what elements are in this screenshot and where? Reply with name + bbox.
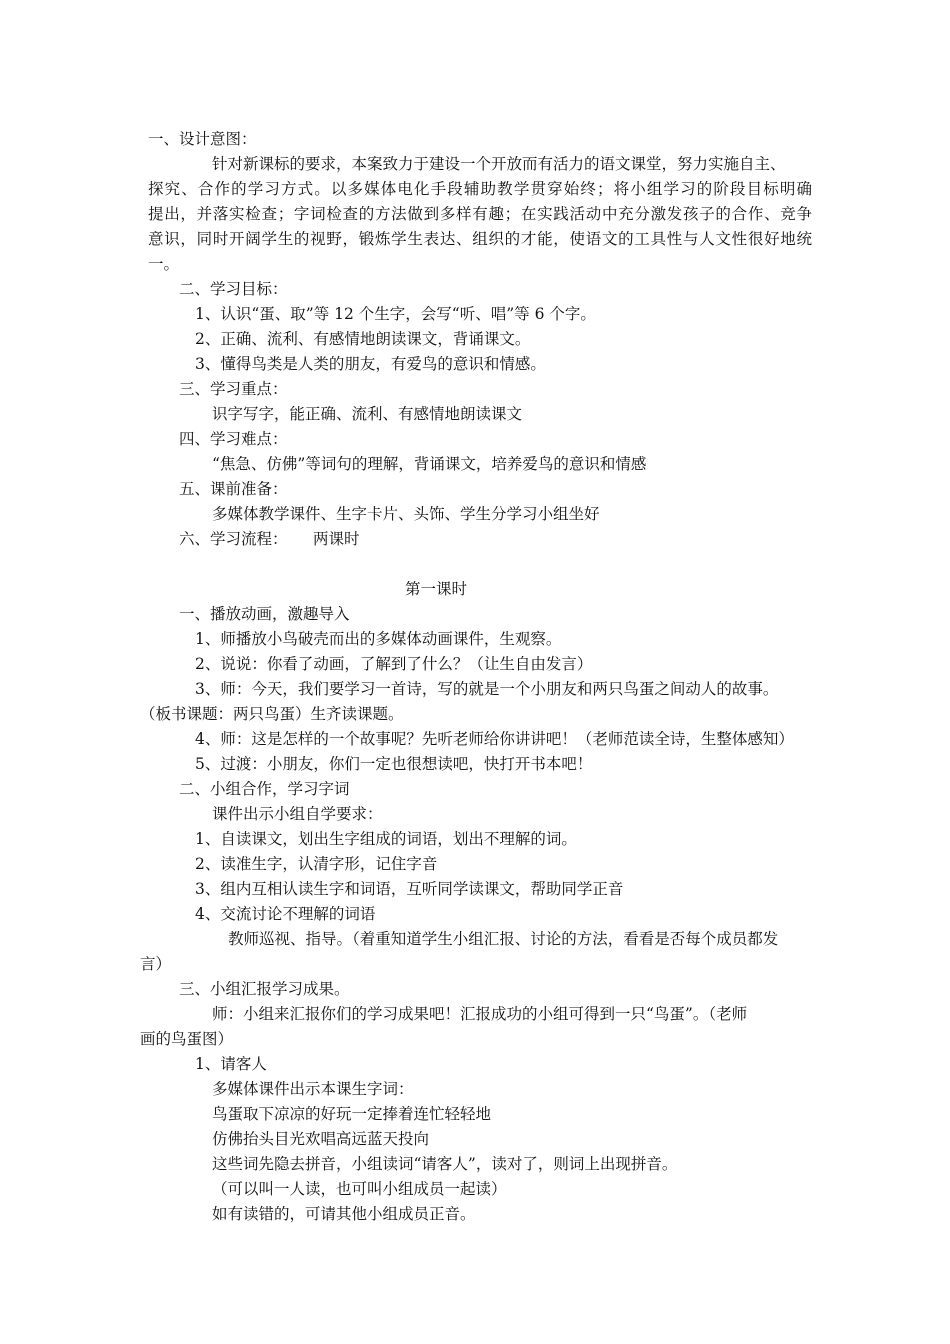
part3-text-line-2: 画的鸟蛋图） [140,1030,234,1048]
goal-item-2: 2、正确、流利、有感情地朗读课文，背诵课文。 [195,330,531,348]
intent-paragraph-line-3: 提出，并落实检查；字词检查的方法做到多样有趣；在实践活动中充分激发孩子的合作、竞争 [148,205,812,223]
part3-line-7: 如有读错的，可请其他小组成员正音。 [212,1205,476,1223]
part2-item-4: 4、交流讨论不理解的词语 [195,905,376,923]
intent-heading: 一、设计意图： [148,130,257,148]
part2-item-3: 3、组内互相认读生字和词语，互听同学读课文，帮助同学正音 [195,880,624,898]
part1-item-2: 2、说说：你看了动画，了解到了什么？（让生自由发言） [195,655,593,673]
intent-paragraph-line-2: 探究、合作的学习方式。以多媒体电化手段辅助教学贯穿始终；将小组学习的阶段目标明确 [148,180,812,198]
part3-line-2: 多媒体课件出示本课生字词： [212,1080,414,1098]
part1-item-3-line-1: 3、师：今天，我们要学习一首诗，写的就是一个小朋友和两只鸟蛋之间动人的故事。 [195,680,779,698]
part3-text-line-1: 师：小组来汇报你们的学习成果吧！汇报成功的小组可得到一只“鸟蛋”。（老师 [212,1005,748,1023]
goals-heading: 二、学习目标： [179,280,288,298]
focus-heading: 三、学习重点： [179,380,288,398]
intent-paragraph-line-1: 针对新课标的要求，本案致力于建设一个开放而有活力的语文课堂，努力实施自主、 [212,155,786,173]
part2-heading: 二、小组合作，学习字词 [179,780,350,798]
part1-item-4: 4、师：这是怎样的一个故事呢？先听老师给你讲讲吧！（老师范读全诗，生整体感知） [195,730,794,748]
part3-words-2: 仿佛抬头目光欢唱高远蓝天投向 [212,1130,430,1148]
lesson-title: 第一课时 [405,580,468,598]
difficulty-text: “焦急、仿佛”等词句的理解，背诵课文，培养爱鸟的意识和情感 [212,455,647,473]
part1-item-5: 5、过渡：小朋友，你们一定也很想读吧，快打开书本吧！ [195,755,593,773]
flow-heading: 六、学习流程： [179,530,288,548]
part3-item-1: 1、请客人 [195,1055,267,1073]
part2-note-line-1: 教师巡视、指导。（着重知道学生小组汇报、讨论的方法，看看是否每个成员都发 [228,930,779,948]
part3-words-1: 鸟蛋取下凉凉的好玩一定捧着连忙轻轻地 [212,1105,492,1123]
intent-paragraph-line-5: 一。 [148,255,180,273]
part1-item-1: 1、师播放小鸟破壳而出的多媒体动画课件，生观察。 [195,630,562,648]
part2-note-line-2: 言） [140,955,172,973]
part2-item-1: 1、自读课文，划出生字组成的词语，划出不理解的词。 [195,830,577,848]
part1-heading: 一、播放动画，激趣导入 [179,605,350,623]
prep-heading: 五、课前准备： [179,480,288,498]
intent-paragraph-line-4: 意识，同时开阔学生的视野，锻炼学生表达、组织的才能，使语文的工具性与人文性很好地统 [148,230,812,248]
goal-item-1: 1、认识“蛋、取”等 12 个生字，会写“听、唱”等 6 个字。 [195,305,596,323]
difficulty-heading: 四、学习难点： [179,430,288,448]
part2-item-2: 2、读准生字，认清字形，记住字音 [195,855,438,873]
part2-intro: 课件出示小组自学要求： [212,805,383,823]
prep-text: 多媒体教学课件、生字卡片、头饰、学生分学习小组坐好 [212,505,600,523]
part1-item-3-line-2: （板书课题：两只鸟蛋）生齐读课题。 [140,705,404,723]
focus-text: 识字写字，能正确、流利、有感情地朗读课文 [212,405,523,423]
part3-line-5: 这些词先隐去拼音，小组读词“请客人”，读对了，则词上出现拼音。 [212,1155,678,1173]
part3-heading: 三、小组汇报学习成果。 [179,980,350,998]
part3-line-6: （可以叫一人读，也可叫小组成员一起读） [212,1180,507,1198]
goal-item-3: 3、懂得鸟类是人类的朋友，有爱鸟的意识和情感。 [195,355,546,373]
flow-value: 两课时 [313,530,360,548]
